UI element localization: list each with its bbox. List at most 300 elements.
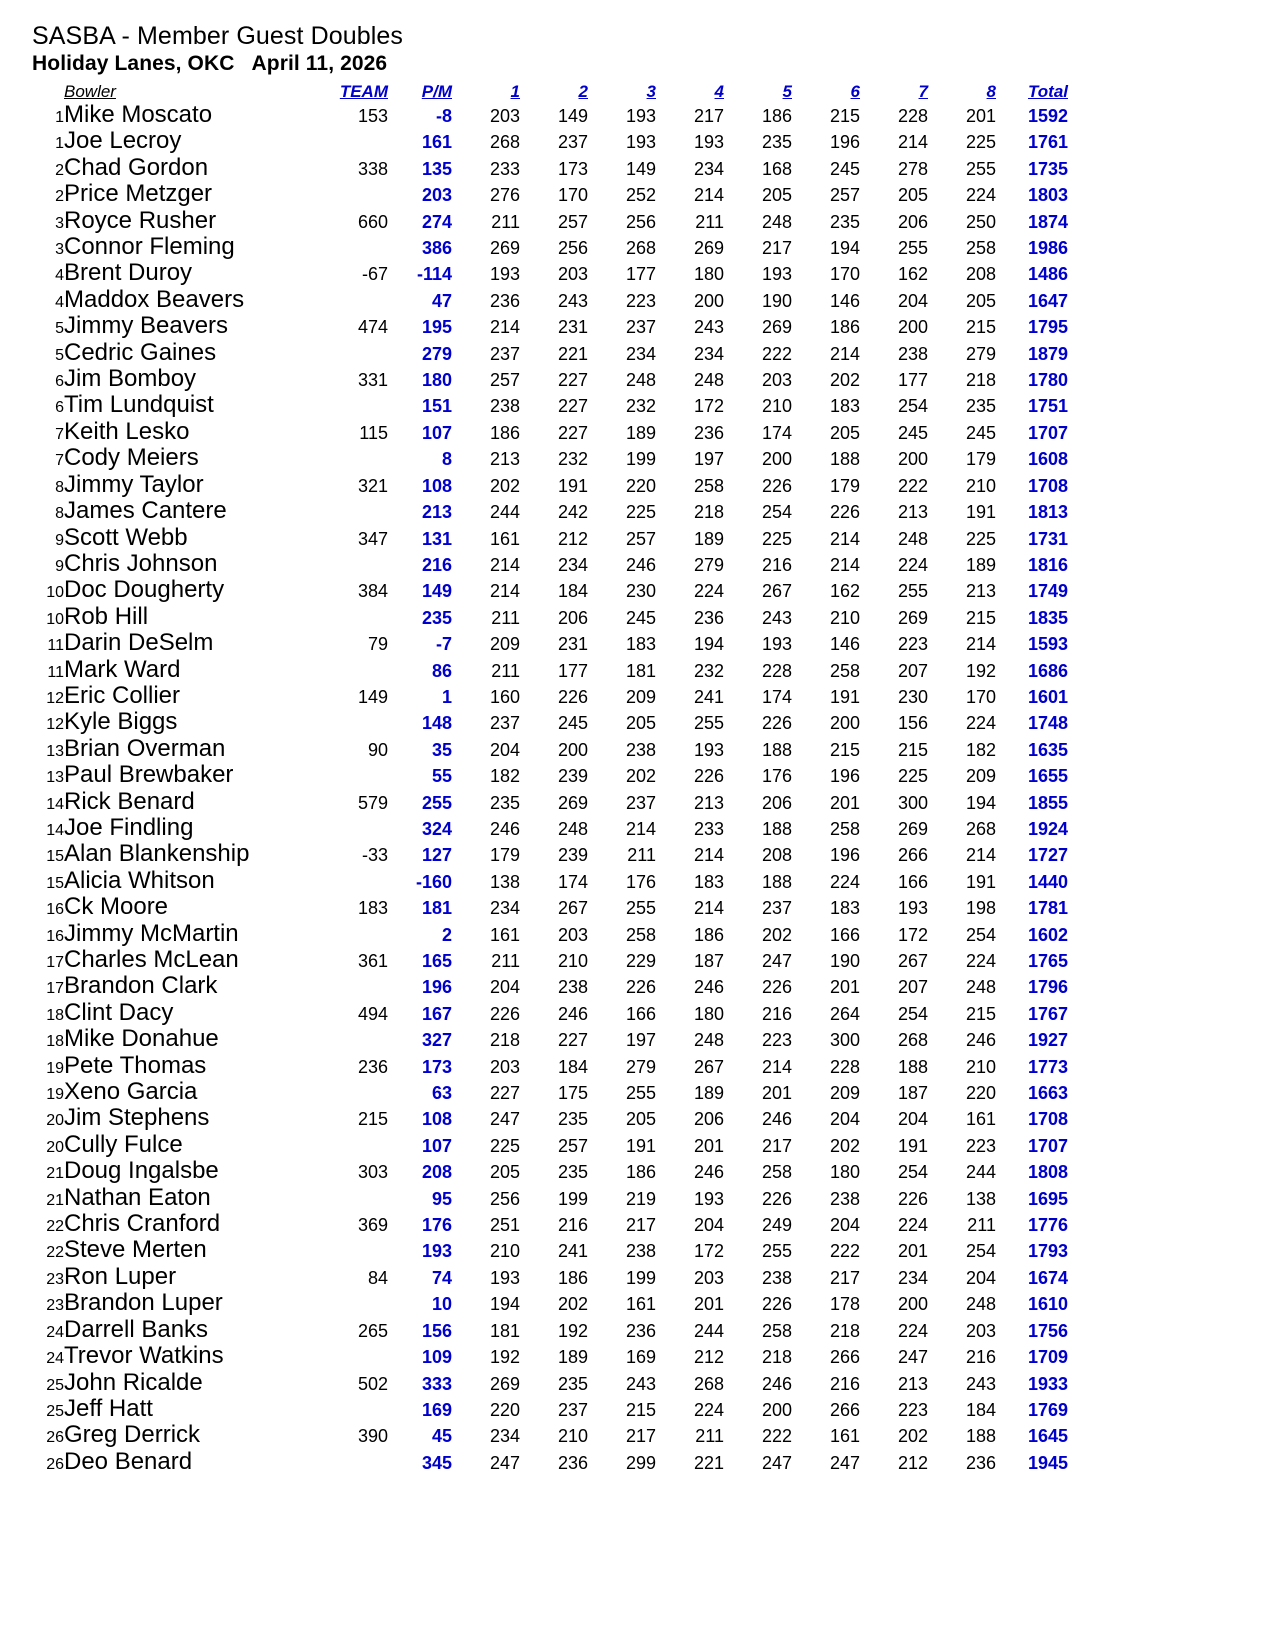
row-game-7: 187 — [897, 1083, 928, 1104]
row-plus-minus: 324 — [421, 818, 452, 839]
table-row — [34, 973, 1068, 999]
row-game-6: 183 — [829, 396, 860, 417]
row-rank: 3 — [55, 214, 64, 232]
row-total: 1945 — [1027, 1452, 1068, 1473]
row-game-4: 214 — [693, 898, 724, 919]
row-game-2: 246 — [557, 1003, 588, 1024]
row-game-2: 189 — [557, 1347, 588, 1368]
row-total: 1749 — [1027, 581, 1068, 602]
row-total: 1855 — [1027, 792, 1068, 813]
row-rank: 11 — [47, 637, 64, 655]
table-row — [34, 921, 1068, 947]
row-game-2: 238 — [557, 977, 588, 998]
row-rank: 10 — [46, 584, 64, 602]
row-rank: 8 — [55, 478, 64, 496]
table-row — [34, 1026, 1068, 1052]
row-game-8: 184 — [965, 1399, 996, 1420]
table-row — [34, 1185, 1068, 1211]
row-game-2: 235 — [557, 1162, 588, 1183]
row-rank: 13 — [46, 742, 64, 760]
row-game-4: 221 — [693, 1452, 724, 1473]
row-total: 1795 — [1027, 317, 1068, 338]
row-game-2: 149 — [557, 106, 588, 126]
row-team-score — [324, 973, 388, 999]
row-game-3: 211 — [627, 845, 656, 866]
row-rank: 7 — [55, 452, 64, 470]
row-game-2: 199 — [557, 1188, 588, 1209]
row-team-score: 369 — [357, 1215, 388, 1236]
row-game-5: 267 — [761, 581, 792, 602]
row-game-3: 186 — [625, 1162, 656, 1183]
row-total: 1601 — [1027, 686, 1068, 707]
row-bowler-name: Jim Stephens — [64, 1104, 210, 1132]
row-plus-minus: 274 — [421, 211, 452, 232]
row-game-5: 222 — [761, 1426, 792, 1447]
row-game-5: 226 — [761, 977, 792, 998]
row-team-score: 265 — [357, 1320, 388, 1341]
row-game-1: 203 — [489, 1056, 520, 1077]
row-plus-minus: 345 — [421, 1452, 452, 1473]
row-rank: 11 — [47, 663, 64, 681]
row-game-5: 248 — [761, 211, 792, 232]
row-game-7: 206 — [897, 211, 928, 232]
row-bowler-name: Cody Meiers — [64, 444, 199, 472]
row-game-5: 243 — [761, 607, 792, 628]
row-team-score: -67 — [361, 264, 388, 285]
row-game-8: 225 — [965, 528, 996, 549]
row-bowler-name: Greg Derrick — [64, 1421, 201, 1449]
row-game-1: 238 — [489, 396, 520, 417]
table-row — [34, 1237, 1068, 1263]
row-game-1: 237 — [489, 713, 520, 734]
row-rank: 24 — [46, 1323, 64, 1341]
row-game-5: 216 — [761, 1003, 792, 1024]
row-game-3: 237 — [625, 317, 656, 338]
row-plus-minus: 176 — [421, 1215, 452, 1236]
row-game-4: 214 — [693, 845, 724, 866]
row-game-5: 223 — [761, 1030, 792, 1051]
row-team-score: 579 — [357, 792, 388, 813]
row-game-4: 211 — [695, 211, 724, 232]
row-game-1: 138 — [489, 871, 520, 892]
column-header-game-4: 4 — [714, 82, 724, 101]
row-game-1: 269 — [489, 238, 520, 259]
row-game-5: 200 — [761, 449, 792, 470]
row-game-7: 172 — [897, 924, 928, 945]
row-game-5: 246 — [761, 1109, 792, 1130]
row-game-6: 191 — [829, 686, 860, 707]
row-bowler-name: Alan Blankenship — [64, 840, 250, 868]
row-team-score: 79 — [367, 634, 388, 655]
row-game-8: 279 — [965, 343, 996, 364]
row-game-1: 257 — [489, 370, 520, 391]
row-game-2: 234 — [557, 554, 588, 575]
row-rank: 21 — [46, 1165, 64, 1183]
row-rank: 24 — [46, 1350, 64, 1368]
row-rank: 12 — [46, 716, 64, 734]
row-game-7: 223 — [897, 634, 928, 655]
row-game-4: 203 — [693, 1267, 724, 1288]
page-subtitle: Holiday Lanes, OKC April 11, 2026 — [32, 52, 388, 75]
row-game-2: 239 — [557, 845, 588, 866]
row-game-6: 214 — [829, 528, 860, 549]
row-rank: 25 — [46, 1376, 64, 1394]
row-game-1: 204 — [489, 977, 520, 998]
row-game-5: 226 — [761, 1294, 792, 1315]
row-team-score — [324, 287, 388, 313]
row-team-score: 183 — [357, 898, 388, 919]
row-game-3: 161 — [625, 1294, 656, 1315]
row-total: 1440 — [1027, 871, 1068, 892]
row-team-score — [324, 1449, 388, 1475]
row-game-6: 204 — [829, 1109, 860, 1130]
row-game-1: 209 — [489, 634, 520, 655]
row-rank: 18 — [46, 1006, 64, 1024]
row-bowler-name: Rob Hill — [64, 602, 149, 630]
row-game-3: 169 — [625, 1347, 656, 1368]
row-bowler-name: Pete Thomas — [64, 1051, 207, 1079]
row-plus-minus: -114 — [416, 264, 452, 285]
row-game-7: 200 — [897, 317, 928, 338]
row-game-4: 193 — [693, 132, 724, 153]
row-plus-minus: 107 — [421, 422, 452, 443]
row-game-8: 224 — [965, 951, 996, 971]
row-game-7: 269 — [897, 607, 928, 628]
row-game-2: 269 — [557, 792, 588, 813]
table-row — [34, 445, 1068, 471]
column-header-game-1: 1 — [510, 82, 520, 101]
row-game-7: 224 — [897, 1320, 928, 1341]
table-row — [34, 1449, 1068, 1475]
row-rank: 4 — [55, 267, 64, 285]
table-row — [34, 366, 1068, 392]
row-game-1: 211 — [491, 660, 520, 681]
row-game-2: 237 — [557, 1399, 588, 1420]
row-game-8: 246 — [965, 1030, 996, 1051]
row-game-4: 214 — [693, 185, 724, 206]
row-plus-minus: 55 — [431, 766, 452, 787]
row-game-3: 230 — [625, 581, 656, 602]
row-game-4: 224 — [693, 581, 724, 602]
row-rank: 15 — [46, 874, 64, 892]
table-row — [34, 894, 1068, 920]
row-game-6: 202 — [829, 1135, 860, 1156]
row-game-3: 197 — [625, 1030, 656, 1051]
row-bowler-name: Tim Lundquist — [64, 391, 214, 419]
table-row — [34, 419, 1068, 445]
row-team-score: 90 — [367, 739, 388, 760]
row-game-8: 248 — [965, 1294, 996, 1315]
row-game-2: 184 — [557, 1056, 588, 1077]
row-game-6: 190 — [829, 951, 860, 971]
row-bowler-name: Alicia Whitson — [64, 866, 215, 894]
page-title: SASBA - Member Guest Doubles — [32, 22, 404, 50]
row-game-4: 204 — [693, 1215, 724, 1236]
row-rank: 21 — [46, 1191, 64, 1209]
row-game-5: 214 — [761, 1056, 792, 1077]
row-game-8: 215 — [965, 607, 996, 628]
row-game-8: 215 — [965, 1003, 996, 1024]
row-game-6: 188 — [829, 449, 860, 470]
row-game-4: 233 — [693, 818, 724, 839]
table-row — [34, 128, 1068, 154]
row-game-1: 247 — [489, 1452, 520, 1473]
row-team-score: 361 — [357, 951, 388, 971]
row-rank: 4 — [55, 293, 64, 311]
row-game-8: 243 — [965, 1373, 996, 1394]
table-row — [34, 1053, 1068, 1079]
row-game-2: 203 — [557, 264, 588, 285]
row-rank: 18 — [46, 1033, 64, 1051]
row-rank: 16 — [46, 927, 64, 945]
row-team-score — [324, 657, 388, 683]
row-rank: 19 — [46, 1059, 64, 1077]
row-game-1: 234 — [489, 1426, 520, 1447]
table-row — [34, 947, 1068, 973]
table-row — [34, 287, 1068, 313]
row-game-5: 222 — [761, 343, 792, 364]
row-game-7: 193 — [897, 898, 928, 919]
row-game-4: 236 — [693, 422, 724, 443]
row-game-8: 161 — [965, 1109, 996, 1130]
row-game-7: 247 — [897, 1347, 928, 1368]
row-team-score — [324, 1026, 388, 1052]
row-bowler-name: Brent Duroy — [64, 259, 193, 287]
row-bowler-name: Ck Moore — [64, 893, 169, 921]
row-team-score — [324, 498, 388, 524]
row-game-2: 186 — [557, 1267, 588, 1288]
row-game-4: 180 — [693, 264, 724, 285]
row-game-2: 245 — [557, 713, 588, 734]
row-game-1: 218 — [489, 1030, 520, 1051]
row-rank: 6 — [55, 373, 64, 391]
row-team-score: 502 — [357, 1373, 388, 1394]
row-plus-minus: 95 — [431, 1188, 452, 1209]
row-team-score — [324, 1132, 388, 1158]
row-game-3: 243 — [625, 1373, 656, 1394]
row-game-8: 204 — [965, 1267, 996, 1288]
row-team-score — [324, 815, 388, 841]
row-plus-minus: 180 — [421, 370, 452, 391]
row-rank: 20 — [46, 1138, 64, 1156]
row-total: 1879 — [1027, 343, 1068, 364]
row-game-2: 257 — [557, 1135, 588, 1156]
row-plus-minus: 279 — [421, 343, 452, 364]
row-game-1: 247 — [489, 1109, 520, 1130]
row-game-6: 204 — [829, 1215, 860, 1236]
row-game-6: 247 — [829, 1452, 860, 1473]
row-game-1: 227 — [489, 1083, 520, 1104]
row-game-6: 205 — [829, 422, 860, 443]
row-plus-minus: -160 — [415, 871, 452, 892]
row-game-8: 188 — [965, 1426, 996, 1447]
row-game-4: 172 — [693, 396, 724, 417]
row-plus-minus: 108 — [421, 1109, 452, 1130]
row-team-score — [324, 181, 388, 207]
row-rank: 22 — [46, 1244, 64, 1262]
row-total: 1647 — [1027, 290, 1068, 311]
row-game-2: 267 — [557, 898, 588, 919]
row-total: 1695 — [1027, 1188, 1068, 1209]
row-game-3: 215 — [625, 1399, 656, 1420]
row-team-score: 390 — [357, 1426, 388, 1447]
row-game-8: 215 — [965, 317, 996, 338]
table-row — [34, 313, 1068, 339]
row-game-8: 220 — [965, 1083, 996, 1104]
row-game-2: 212 — [557, 528, 588, 549]
row-game-6: 166 — [829, 924, 860, 945]
row-game-3: 189 — [625, 422, 656, 443]
row-game-2: 232 — [557, 449, 588, 470]
row-team-score — [324, 1237, 388, 1263]
row-game-1: 237 — [489, 343, 520, 364]
row-game-1: 268 — [489, 132, 520, 153]
row-game-4: 243 — [693, 317, 724, 338]
row-game-2: 226 — [557, 686, 588, 707]
row-game-3: 229 — [625, 951, 656, 971]
row-game-7: 213 — [897, 502, 928, 523]
row-plus-minus: 208 — [421, 1162, 452, 1183]
row-game-2: 235 — [557, 1109, 588, 1130]
row-game-2: 210 — [557, 1426, 588, 1447]
row-game-5: 168 — [761, 158, 792, 179]
row-rank: 22 — [46, 1218, 64, 1236]
row-game-8: 179 — [965, 449, 996, 470]
row-bowler-name: Steve Merten — [64, 1236, 207, 1264]
row-game-5: 269 — [761, 317, 792, 338]
row-game-6: 217 — [829, 1267, 860, 1288]
row-total: 1756 — [1027, 1320, 1068, 1341]
row-game-7: 204 — [897, 1109, 928, 1130]
row-game-4: 255 — [693, 713, 724, 734]
row-game-2: 216 — [557, 1215, 588, 1236]
row-game-8: 268 — [965, 818, 996, 839]
row-team-score: 153 — [357, 106, 388, 126]
table-row — [34, 762, 1068, 788]
row-game-4: 201 — [693, 1294, 724, 1315]
row-game-4: 279 — [693, 554, 724, 575]
row-game-3: 202 — [625, 766, 656, 787]
row-team-score: 321 — [357, 475, 388, 496]
row-game-5: 226 — [761, 1188, 792, 1209]
row-bowler-name: Scott Webb — [64, 523, 188, 551]
row-plus-minus: 327 — [421, 1030, 452, 1051]
row-total: 1761 — [1027, 132, 1068, 153]
row-rank: 13 — [46, 769, 64, 787]
row-game-7: 212 — [897, 1452, 928, 1473]
row-game-2: 200 — [557, 739, 588, 760]
row-rank: 26 — [46, 1455, 64, 1473]
row-game-4: 246 — [693, 1162, 724, 1183]
row-game-1: 211 — [491, 607, 520, 628]
row-rank: 2 — [55, 161, 64, 179]
row-game-5: 216 — [761, 554, 792, 575]
row-total: 1816 — [1027, 554, 1068, 575]
row-game-5: 237 — [761, 898, 792, 919]
row-team-score — [324, 1290, 388, 1316]
row-game-1: 234 — [489, 898, 520, 919]
table-row — [34, 1158, 1068, 1184]
row-game-5: 205 — [761, 185, 792, 206]
row-game-3: 219 — [625, 1188, 656, 1209]
row-game-3: 245 — [625, 607, 656, 628]
column-header-game-3: 3 — [646, 82, 656, 101]
row-game-8: 209 — [965, 766, 996, 787]
column-header-game-8: 8 — [986, 82, 996, 101]
row-game-5: 247 — [761, 951, 792, 971]
row-rank: 9 — [55, 531, 64, 549]
row-total: 1874 — [1027, 211, 1068, 232]
row-team-score — [324, 551, 388, 577]
row-plus-minus: 107 — [421, 1135, 452, 1156]
row-game-7: 224 — [897, 554, 928, 575]
row-game-6: 196 — [829, 132, 860, 153]
row-total: 1708 — [1027, 475, 1068, 496]
table-row — [34, 551, 1068, 577]
row-game-2: 227 — [557, 1030, 588, 1051]
row-plus-minus: 196 — [421, 977, 452, 998]
row-game-5: 200 — [761, 1399, 792, 1420]
row-plus-minus: 131 — [421, 528, 452, 549]
row-team-score — [324, 1396, 388, 1422]
row-game-8: 214 — [965, 634, 996, 655]
row-rank: 7 — [55, 425, 64, 443]
row-game-3: 232 — [625, 396, 656, 417]
row-game-7: 214 — [897, 132, 928, 153]
row-plus-minus: 127 — [421, 845, 452, 866]
row-rank: 1 — [55, 135, 64, 153]
row-game-4: 248 — [693, 370, 724, 391]
row-game-5: 217 — [761, 1135, 792, 1156]
row-game-8: 218 — [965, 370, 996, 391]
row-team-score: -33 — [361, 845, 388, 866]
row-game-1: 205 — [489, 1162, 520, 1183]
row-game-6: 201 — [829, 977, 860, 998]
row-rank: 23 — [46, 1297, 64, 1315]
row-rank: 12 — [46, 689, 64, 707]
table-row — [34, 392, 1068, 418]
row-game-4: 189 — [693, 1083, 724, 1104]
row-bowler-name: Jim Bomboy — [64, 365, 197, 393]
row-game-8: 191 — [965, 502, 996, 523]
row-game-3: 248 — [625, 370, 656, 391]
row-game-8: 223 — [965, 1135, 996, 1156]
row-bowler-name: James Cantere — [64, 497, 227, 525]
row-game-7: 230 — [897, 686, 928, 707]
table-row — [34, 868, 1068, 894]
row-game-4: 268 — [693, 1373, 724, 1394]
row-game-6: 186 — [829, 317, 860, 338]
row-plus-minus: 47 — [431, 290, 452, 311]
row-game-5: 217 — [761, 238, 792, 259]
row-game-4: 172 — [693, 1241, 724, 1262]
row-total: 1781 — [1027, 898, 1068, 919]
row-total: 1663 — [1027, 1083, 1068, 1104]
row-team-score — [324, 1343, 388, 1369]
row-game-7: 200 — [897, 1294, 928, 1315]
row-game-7: 267 — [897, 951, 928, 971]
row-total: 1927 — [1027, 1030, 1068, 1051]
row-game-1: 192 — [489, 1347, 520, 1368]
table-row — [34, 1105, 1068, 1131]
row-game-7: 300 — [897, 792, 928, 813]
row-rank: 14 — [46, 795, 64, 813]
row-plus-minus: 386 — [421, 238, 452, 259]
row-game-8: 194 — [965, 792, 996, 813]
row-game-3: 234 — [625, 343, 656, 364]
row-game-7: 215 — [897, 739, 928, 760]
row-game-7: 191 — [897, 1135, 928, 1156]
